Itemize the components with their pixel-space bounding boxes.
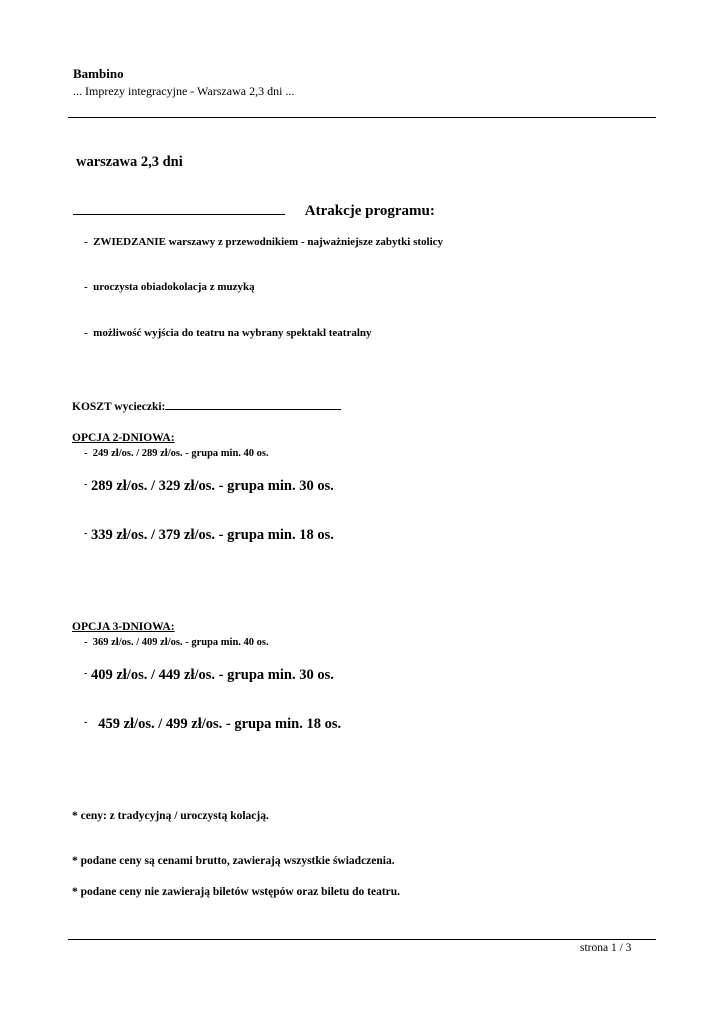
price-text: 409 zł/os. / 449 zł/os. - grupa min. 30 os. (90, 667, 334, 683)
price-text: 249 zł/os. / 289 zł/os. - grupa min. 40 os. (92, 448, 269, 459)
price-row (84, 637, 269, 648)
program-item-text: możliwość wyjścia do teatru na wybrany spektakl teatralny (93, 327, 372, 339)
bullet: - (84, 448, 88, 459)
price-row (84, 667, 334, 684)
note: * podane ceny są cenami brutto, zawierają wszystkie świadczenia. (72, 855, 395, 867)
price-text: 459 zł/os. / 499 zł/os. - grupa min. 18 os. (94, 716, 342, 732)
program-item (84, 327, 372, 339)
program-heading-row (73, 203, 435, 220)
cost-label: KOSZT wycieczki: (72, 401, 166, 413)
price-row (84, 527, 334, 544)
bullet: - (84, 327, 88, 339)
bullet: - (84, 281, 88, 293)
price-text: 369 zł/os. / 409 zł/os. - grupa min. 40 os. (92, 637, 269, 648)
heading-rule (73, 214, 285, 215)
program-item (84, 281, 255, 293)
bullet: - (84, 717, 88, 728)
breadcrumb: ... Imprezy integracyjne - Warszawa 2,3 dni ... (73, 84, 295, 98)
option-3-label: OPCJA 3-DNIOWA: (72, 621, 175, 633)
bullet: - (84, 528, 88, 539)
footer-divider (68, 939, 656, 940)
price-row (84, 478, 334, 495)
option-2-label: OPCJA 2-DNIOWA: (72, 432, 175, 444)
price-text: 289 zł/os. / 329 zł/os. - grupa min. 30 os. (90, 478, 334, 494)
header-divider (68, 117, 656, 118)
site-name: Bambino (73, 66, 124, 81)
program-item (84, 236, 443, 248)
bullet: - (84, 637, 88, 648)
bullet: - (84, 479, 88, 490)
program-item-text: uroczysta obiadokolacja z muzyką (93, 281, 255, 293)
price-row (84, 448, 269, 459)
cost-row (72, 401, 341, 413)
page-title: warszawa 2,3 dni (76, 154, 183, 170)
price-row (84, 716, 341, 733)
price-text: 339 zł/os. / 379 zł/os. - grupa min. 18 os. (90, 527, 334, 543)
program-heading: Atrakcje programu: (304, 203, 435, 219)
cost-rule (165, 409, 341, 410)
note: * podane ceny nie zawierają biletów wstępów oraz biletu do teatru. (72, 886, 401, 898)
bullet: - (84, 668, 88, 679)
bullet: - (84, 236, 88, 248)
program-item-text: ZWIEDZANIE warszawy z przewodnikiem - najważniejsze zabytki stolicy (93, 236, 444, 248)
note: * ceny: z tradycyjną / uroczystą kolacją. (72, 810, 269, 822)
page-number: strona 1 / 3 (580, 942, 632, 954)
